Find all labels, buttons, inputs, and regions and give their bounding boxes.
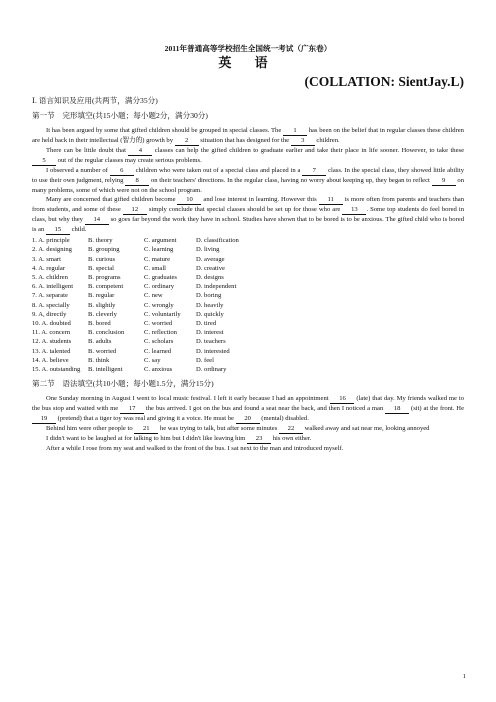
subject-title: 英 语 xyxy=(218,55,278,70)
option-choice[interactable]: B. programs xyxy=(88,274,121,282)
exam-title: 2011年普通高等学校招生全国统一考试（广东卷） xyxy=(164,44,332,53)
option-row xyxy=(32,291,464,300)
passage-paragraph: One Sunday morning in August I went to local music festival. I left it early because I had an appointment 16 (late) that day. My friends walked me to the bus stop and waited with me 17 the bus arrived. I got on the bus and found a seat near the back, and then I noticed a man 18 (sit) at the front. He 19 (pretend) that a tiger toy was real and giving it a voice. He must be 20 (mental) disabled. xyxy=(32,395,464,423)
answer-blank-17[interactable]: 17 xyxy=(120,405,144,414)
option-choice[interactable]: B. adults xyxy=(88,338,112,346)
option-choice[interactable]: D. interest xyxy=(196,329,224,337)
option-choice[interactable]: B. intelligent xyxy=(88,366,123,374)
answer-blank-15[interactable]: 15 xyxy=(46,226,70,235)
option-choice[interactable]: D. designs xyxy=(196,274,224,282)
option-choice[interactable]: 6. A. intelligent xyxy=(32,283,74,291)
option-choice[interactable]: D. teachers xyxy=(196,338,226,346)
answer-blank-1[interactable]: 1 xyxy=(283,127,307,136)
option-choice[interactable]: C. argument xyxy=(144,237,177,245)
option-choice[interactable]: 13. A. talented xyxy=(32,347,71,355)
passage-paragraph: I didn't want to be laughed at for talking to him but I didn't like leaving him 23 his own either. xyxy=(46,435,312,443)
option-choice[interactable]: C. voluntarily xyxy=(144,310,181,318)
option-choice[interactable]: B. curious xyxy=(88,255,116,263)
option-choice[interactable]: B. conclusion xyxy=(88,329,125,337)
option-choice[interactable]: 11. A. concern xyxy=(32,329,71,337)
answer-blank-16[interactable]: 16 xyxy=(330,395,354,404)
option-choice[interactable]: C. learning xyxy=(144,246,174,254)
answer-blank-10[interactable]: 10 xyxy=(177,196,201,205)
option-choice[interactable]: C. worried xyxy=(144,320,173,328)
option-choice[interactable]: D. ordinary xyxy=(196,366,227,374)
option-choice[interactable]: C. anxious xyxy=(144,366,173,374)
option-choice[interactable]: C. say xyxy=(144,356,161,364)
option-choice[interactable]: B. bored xyxy=(88,320,111,328)
option-row xyxy=(32,282,464,291)
option-choice[interactable]: B. worried xyxy=(88,347,117,355)
option-choice[interactable]: B. regular xyxy=(88,292,115,300)
answer-blank-6[interactable]: 6 xyxy=(110,167,134,176)
option-row xyxy=(32,319,464,328)
option-row xyxy=(32,301,464,310)
answer-blank-14[interactable]: 14 xyxy=(85,216,109,225)
option-choice[interactable]: D. quickly xyxy=(196,310,224,318)
option-choice[interactable]: 4. A. regular xyxy=(32,264,65,272)
option-choice[interactable]: 2. A. designing xyxy=(32,246,72,254)
option-choice[interactable]: 10. A. doubted xyxy=(32,320,71,328)
option-choice[interactable]: B. special xyxy=(88,264,115,272)
option-choice[interactable]: D. boring xyxy=(196,292,222,300)
answer-blank-21[interactable]: 21 xyxy=(134,425,158,434)
answer-blank-13[interactable]: 13 xyxy=(342,206,366,215)
page-number: 1 xyxy=(462,673,466,680)
option-choice[interactable]: B. theory xyxy=(88,237,113,245)
option-row xyxy=(32,273,464,282)
option-choice[interactable]: B. think xyxy=(88,356,110,364)
option-choice[interactable]: 9. A, directly xyxy=(32,310,67,318)
option-choice[interactable]: C. scholars xyxy=(144,338,174,346)
option-choice[interactable]: C. small xyxy=(144,264,166,272)
answer-blank-4[interactable]: 4 xyxy=(128,147,152,156)
option-choice[interactable]: C. wrongly xyxy=(144,301,174,309)
passage-paragraph: After a while I rose from my seat and walked to the front of the bus. I sat next to the man and introduced myself. xyxy=(46,445,344,453)
passage-paragraph: Many are concerned that gifted children become 10 and lose interest in learning. However this 11 is more often from parents and teachers than from students, and some of these 12 simply conclude that special classes should be set up for those who are 13 . Some top students do feel bored in class, but why they 14 so goes far beyond the work they have in school. Studies have shown that to be bored is to be anxious. The gifted child who is bored is an 15 child. xyxy=(32,196,464,234)
option-row xyxy=(32,356,464,365)
option-choice[interactable]: D. heavily xyxy=(196,301,224,309)
option-row xyxy=(32,328,464,337)
option-choice[interactable]: D. interested xyxy=(196,347,230,355)
collation-note: (COLLATION: SientJay.L) xyxy=(304,74,464,89)
option-choice[interactable]: 5. A. children xyxy=(32,274,68,282)
option-choice[interactable]: B. slightly xyxy=(88,301,116,309)
option-row xyxy=(32,310,464,319)
option-choice[interactable]: C. learned xyxy=(144,347,172,355)
passage-paragraph: Behind him were other people to 21 he was trying to talk, but after some minutes 22 walked away and sat near me, looking annoyed xyxy=(46,425,430,433)
option-choice[interactable]: D. average xyxy=(196,255,225,263)
answer-blank-9[interactable]: 9 xyxy=(432,177,456,186)
passage-paragraph: I observed a number of 6 children who were taken out of a special class and placed in a 7 class. In the special class, they showed little ability to use their own judgment, relying 8 on their teachers' directions. In the regular class, having no worry about keeping up, they began to reflect 9 on many problems, some of which were not on the school program. xyxy=(32,167,464,194)
option-choice[interactable]: C. new xyxy=(144,292,163,300)
section1-heading: 第一节 完形填空(共15小题；每小题2分，满分30分) xyxy=(32,111,208,120)
option-choice[interactable]: D. independent xyxy=(196,283,237,291)
option-row xyxy=(32,236,464,245)
option-row xyxy=(32,264,464,273)
option-choice[interactable]: 1. A. principle xyxy=(32,237,70,245)
part-heading: Ⅰ. 语言知识及应用(共两节，满分35分) xyxy=(32,96,158,105)
passage-paragraph: There can be little doubt that 4 classes can help the gifted children to graduate earlier and take their place in life sooner. However, to take these 5 out of the regular classes may create serious problems. xyxy=(32,146,464,166)
answer-blank-22[interactable]: 22 xyxy=(279,425,303,434)
option-choice[interactable]: 7. A. separate xyxy=(32,292,68,300)
answer-blank-5[interactable]: 5 xyxy=(32,157,56,166)
option-choice[interactable]: 8. A. specially xyxy=(32,301,70,309)
option-row xyxy=(32,347,464,356)
answer-blank-11[interactable]: 11 xyxy=(319,196,343,205)
option-choice[interactable]: D. feel xyxy=(196,356,214,364)
cloze-passage xyxy=(32,126,464,235)
option-choice[interactable]: B. grouping xyxy=(88,246,120,254)
option-choice[interactable]: 12. A. students xyxy=(32,338,72,346)
option-choice[interactable]: D. creative xyxy=(196,264,225,272)
section2-heading: 第二节 语法填空(共10小题；每小题1.5分，满分15分) xyxy=(32,379,214,389)
grammar-passage xyxy=(32,394,464,453)
option-choice[interactable]: C. ordinary xyxy=(144,283,175,291)
option-choice[interactable]: C. graduates xyxy=(144,274,177,282)
answer-blank-7[interactable]: 7 xyxy=(302,167,326,176)
option-choice[interactable]: D. living xyxy=(196,246,220,254)
option-choice[interactable]: D. tired xyxy=(196,320,217,328)
option-choice[interactable]: B. cleverly xyxy=(88,310,117,318)
answer-blank-2[interactable]: 2 xyxy=(175,137,199,146)
answer-blank-19[interactable]: 19 xyxy=(32,415,56,424)
answer-blank-3[interactable]: 3 xyxy=(291,137,315,146)
answer-blank-8[interactable]: 8 xyxy=(125,177,149,186)
answer-blank-20[interactable]: 20 xyxy=(236,415,260,424)
option-row xyxy=(32,255,464,264)
answer-blank-18[interactable]: 18 xyxy=(385,405,409,414)
option-row xyxy=(32,337,464,346)
option-choice[interactable]: C. mature xyxy=(144,255,171,263)
answer-blank-12[interactable]: 12 xyxy=(123,206,147,215)
passage-paragraph: It has been argued by some that gifted children should be grouped in special classes. The 1 has been on the belief that in regular classes these children are held back in their intellectual (智力的) growth by 2 situation that has designed for the 3 children. xyxy=(32,127,464,144)
option-choice[interactable]: C. reflection xyxy=(144,329,177,337)
option-choice[interactable]: D. classification xyxy=(196,237,239,245)
option-choice[interactable]: 14. A. believe xyxy=(32,356,69,364)
option-row xyxy=(32,365,464,374)
option-row xyxy=(32,245,464,254)
option-choice[interactable]: 15. A. outstanding xyxy=(32,366,81,374)
answer-blank-23[interactable]: 23 xyxy=(247,435,271,444)
cloze-options xyxy=(32,236,464,374)
option-choice[interactable]: 3. A. smart xyxy=(32,255,61,263)
option-choice[interactable]: B. competent xyxy=(88,283,124,291)
